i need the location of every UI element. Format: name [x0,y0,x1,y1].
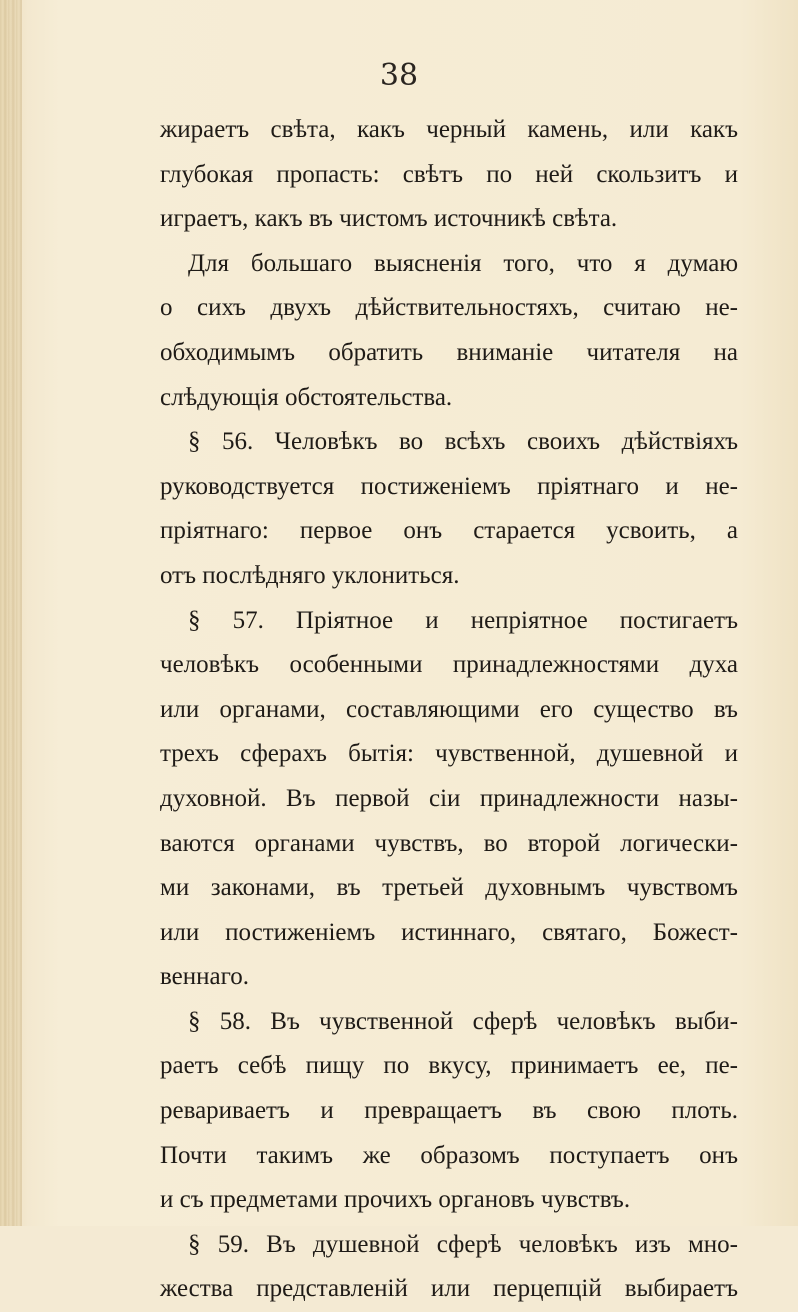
text-line: руководствуется постиженіемъ пріятнаго и не- [160,472,738,500]
text-line: слѣдующія обстоятельства. [160,383,453,411]
page-binding-edge [0,0,22,1226]
text-line: Почти такимъ же образомъ поступаетъ онъ [160,1141,738,1169]
text-line: обходимымъ обратить вниманіе читателя на [160,338,738,366]
text-line: жества представленій или перцепцій выбираетъ [160,1275,738,1303]
text-line: раетъ себѣ пищу по вкусу, принимаетъ ее, пе- [160,1052,738,1080]
text-line: или органами, составляющими его существо въ [160,695,738,723]
text-line: § 59. Въ душевной сферѣ человѣкъ изъ мно- [188,1230,738,1258]
text-line: о сихъ двухъ дѣйствительностяхъ, считаю не- [160,294,738,322]
text-line: духовной. Въ первой сіи принадлежности назы- [160,784,738,812]
text-line: пріятнаго: первое онъ старается усвоить, а [160,517,738,545]
text-line: и съ предметами прочихъ органовъ чувствъ. [160,1186,631,1214]
text-line: или постиженіемъ истиннаго, святаго, Божест- [160,918,738,946]
text-line: § 56. Человѣкъ во всѣхъ своихъ дѣйствіяхъ [188,428,738,456]
text-line: Для большаго выясненія того, что я думаю [188,249,738,277]
text-line: § 57. Пріятное и непріятное постигаетъ [188,606,738,634]
page-number: 38 [379,58,419,93]
text-line: реваривaетъ и превращаетъ въ свою плоть. [160,1097,738,1125]
text-line: § 58. Въ чувственной сферѣ человѣкъ выби- [188,1007,738,1035]
text-line: отъ послѣдняго уклониться. [160,561,460,589]
text-line: ваются органами чувствъ, во второй логически- [160,829,738,857]
text-line: человѣкъ особенными принадлежностями духа [160,651,738,679]
body-text [160,108,738,1312]
text-line: играетъ, какъ въ чистомъ источникѣ свѣта. [160,205,618,233]
text-line: веннаго. [160,963,249,991]
text-line: трехъ сферахъ бытія: чувственной, душевной и [160,740,738,768]
text-line: жираетъ свѣта, какъ черный камень, или какъ [160,116,738,143]
text-line: глубокая пропасть: свѣтъ по ней скользитъ и [160,160,738,188]
text-line: ми законами, въ третьей духовнымъ чувствомъ [160,874,738,902]
